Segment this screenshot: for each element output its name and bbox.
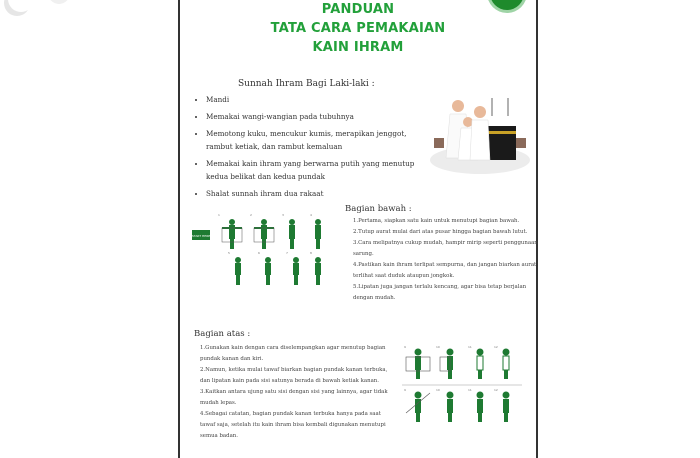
step-number: 2: [250, 213, 252, 217]
step-number: 10: [436, 388, 440, 392]
step-number: 12: [494, 388, 498, 392]
step-number: 4: [310, 213, 312, 217]
list-item: • Memakai wangi-wangian pada tubuhnya: [206, 110, 416, 123]
step-number: 11: [468, 345, 472, 349]
step-figure: [477, 392, 484, 423]
step-number: 8: [310, 251, 312, 255]
start-here-label: START HERE: [192, 234, 211, 238]
pilgrims-kaaba-illustration: [430, 88, 530, 178]
step-figure: [235, 257, 241, 285]
title-line-1: PANDUAN: [321, 2, 395, 17]
list-item: 2.Tutup aurat mulai dari atas pusar hingga bagian bawah lutut.: [353, 229, 528, 235]
list-item: 3.Kaitkan antara ujung satu sisi dengan sisi yang lainnya, agar tidak mudah lepas.: [200, 389, 388, 406]
lower-wrap-steps-diagram: [192, 210, 342, 290]
step-number: 3: [282, 213, 284, 217]
list-item: 4.Pastikan kain ihram terlipat sempurna, dan jangan biarkan aurat terlihat saat duduk ataupun jongkok.: [353, 262, 537, 279]
step-number: 11: [468, 388, 472, 392]
step-number: 12: [494, 345, 498, 349]
step-figure: [503, 349, 510, 380]
list-item: • Mandi: [206, 93, 416, 106]
step-figure: [315, 257, 321, 285]
bagian-bawah-heading: Bagian bawah :: [345, 204, 412, 214]
list-item: 3.Cara melipatnya cukup mudah, hampir mirip seperti penggunaan sarung.: [353, 240, 538, 257]
background-crescent-decoration: [8, 0, 34, 12]
bagian-bawah-list: [353, 216, 538, 304]
step-figure: [289, 219, 295, 249]
step-number: 10: [436, 345, 440, 349]
document-page: [178, 0, 538, 458]
sunnah-heading: Sunnah Ihram Bagi Laki-laki :: [238, 79, 375, 89]
bagian-atas-heading: Bagian atas :: [194, 329, 251, 339]
step-figure: [265, 257, 271, 285]
step-figure: [315, 219, 321, 249]
step-number: 9: [404, 388, 406, 392]
step-figure: [222, 219, 242, 249]
step-figure: [447, 392, 454, 423]
step-figure: [415, 349, 422, 380]
step-figure: [503, 392, 510, 423]
title-line-3: KAIN IHRAM: [312, 40, 404, 55]
list-item: 5.Lipatan juga jangan terlalu kencang, agar bisa tetap berjalan dengan mudah.: [353, 284, 527, 301]
title-line-2: TATA CARA PEMAKAIAN: [270, 21, 446, 36]
step-number: 9: [404, 345, 406, 349]
step-number: 7: [286, 251, 288, 255]
step-number: 5: [228, 251, 230, 255]
sunnah-list: [190, 93, 416, 204]
list-item: 2.Namun, ketika mulai tawaf biarkan bagian pundak kanan terbuka, dan lipatan kain pada sisi satunya berada di bawah ketiak kanan.: [200, 367, 388, 384]
step-number: 1: [218, 213, 220, 217]
list-item: • Shalat sunnah ihram dua rakaat: [206, 187, 416, 200]
list-item: 4.Sebagai catatan, bagian pundak kanan terbuka hanya pada saat tawaf saja, setelah itu kain ihram bisa kembali digunakan menutupi semua badan.: [200, 411, 386, 439]
step-figure: [254, 219, 274, 249]
upper-wrap-steps-diagram: [402, 343, 522, 433]
list-item: • Memakai kain ihram yang berwarna putih yang menutup kedua belikat dan kedua pundak: [206, 157, 416, 183]
bagian-atas-list: [200, 343, 395, 442]
step-figure: [477, 349, 484, 380]
background-decoration: [48, 0, 70, 4]
step-figure: [293, 257, 299, 285]
list-item: • Memotong kuku, mencukur kumis, merapikan jenggot, rambut ketiak, dan rambut kemaluan: [206, 127, 416, 153]
step-number: 6: [258, 251, 260, 255]
list-item: 1.Pertama, siapkan satu kain untuk menutupi bagian bawah.: [353, 218, 520, 224]
step-figure: [415, 392, 422, 423]
page-title: [180, 0, 536, 57]
list-item: 1.Gunakan kain dengan cara diselempangkan agar menutup bagian pundak kanan dan kiri.: [200, 345, 386, 362]
